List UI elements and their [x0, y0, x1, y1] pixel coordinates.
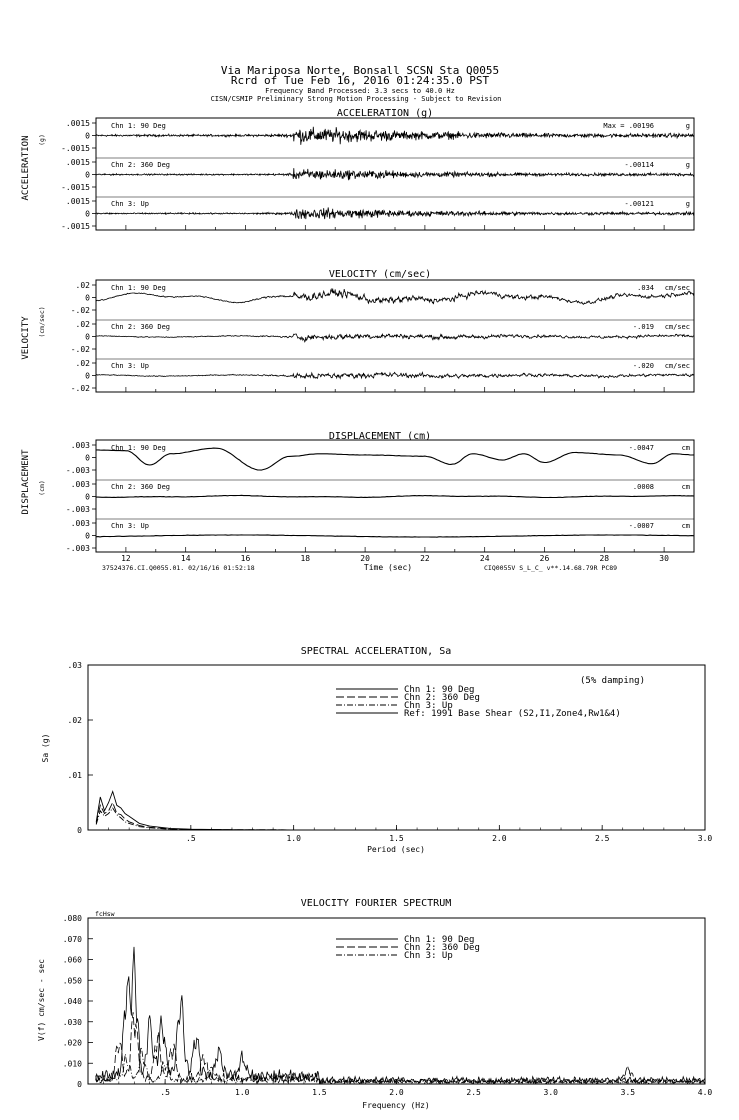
acc-y-tick-label: 0	[85, 131, 90, 141]
dis-y-tick-label: -.003	[65, 544, 90, 553]
spectral-x-tick-label: .5	[186, 834, 196, 843]
acc-y-tick-label: 0	[85, 209, 90, 219]
dis-y-tick-label: .003	[70, 519, 90, 528]
header-line-2: Rcrd of Tue Feb 16, 2016 01:24:35.0 PST	[230, 74, 490, 87]
dis-y-tick-label: 0	[85, 492, 90, 502]
header-line-4: CISN/CSMIP Preliminary Strong Motion Processing - Subject to Revision	[210, 95, 502, 103]
acc-channel-peak: -.00121	[624, 200, 654, 208]
acc-channel-label: Chn 1: 90 Deg	[111, 122, 166, 130]
spectral-legend-label-4: Ref: 1991 Base Shear (S2,I1,Zone4,Rw1&4)	[404, 709, 621, 719]
vel-channel-units: cm/sec	[664, 323, 690, 331]
dis-channel-peak: .0008	[632, 483, 654, 491]
time-axis-label: Time (sec)	[363, 563, 413, 572]
velocity-ylabel-units: (cm/sec)	[38, 306, 46, 338]
vel-channel-peak: .034	[637, 284, 654, 292]
acc-y-tick-label: .0015	[65, 119, 90, 128]
velocity-ylabel: VELOCITY	[21, 316, 31, 360]
spectral-group	[41, 646, 712, 854]
acc-trace-3	[96, 207, 694, 219]
spectral-y-tick-label: .03	[67, 661, 82, 670]
fourier-y-tick-label: .080	[62, 914, 82, 923]
fourier-group	[37, 898, 712, 1110]
dis-y-tick-label: -.003	[65, 466, 90, 475]
dis-channel-label: Chn 3: Up	[111, 522, 149, 530]
dis-channel-units: cm	[681, 522, 690, 530]
fourier-y-tick-label: .040	[62, 997, 82, 1006]
displacement-ylabel: DISPLACEMENT	[21, 449, 31, 515]
spectral-legend-label-1: Chn 1: 90 Deg	[404, 685, 475, 695]
spectral-x-tick-label: 1.0	[286, 834, 301, 843]
dis-channel-peak: -.0047	[628, 444, 654, 452]
spectral-title: SPECTRAL ACCELERATION, Sa	[300, 646, 452, 657]
acc-channel-peak: Max = .00196	[603, 122, 654, 130]
fourier-x-tick-label: 1.0	[235, 1088, 250, 1097]
dis-y-tick-label: 0	[85, 531, 90, 541]
acc-y-tick-label: 0	[85, 170, 90, 180]
acc-y-tick-label: .0015	[65, 158, 90, 167]
dis-channel-label: Chn 2: 360 Deg	[111, 483, 171, 491]
time-tick-label: 14	[180, 554, 191, 563]
vel-trace-1	[96, 289, 694, 305]
velocity-group	[21, 269, 694, 393]
fourier-legend-label-2: Chn 2: 360 Deg	[404, 943, 480, 953]
fourier-xlabel: Frequency (Hz)	[362, 1101, 430, 1110]
fourier-legend	[336, 935, 480, 961]
velocity-title: VELOCITY (cm/sec)	[328, 269, 432, 280]
acc-trace-2	[96, 168, 694, 180]
vel-channel-units: cm/sec	[664, 362, 690, 370]
acceleration-ylabel-units: (g)	[38, 134, 46, 146]
fourier-x-tick-label: 2.0	[389, 1088, 404, 1097]
fourier-y-tick-label: .060	[62, 955, 82, 965]
fourier-y-tick-label: .030	[62, 1017, 82, 1027]
time-tick-label: 28	[599, 554, 610, 563]
footer-right: CIQ0055V S_L_C_ v**.14.68.79R PC89	[484, 564, 618, 572]
acc-channel-label: Chn 3: Up	[111, 200, 149, 208]
fourier-y-tick-label: 0	[77, 1080, 82, 1089]
spectral-x-tick-label: 2.0	[492, 834, 507, 843]
spectral-series-1	[96, 792, 705, 831]
acc-channel-units: g	[685, 122, 690, 130]
spectral-frame	[88, 665, 705, 830]
vel-y-tick-label: .02	[75, 320, 90, 329]
vel-channel-label: Chn 2: 360 Deg	[111, 323, 171, 331]
vel-y-tick-label: 0	[85, 293, 90, 303]
fourier-x-tick-label: 1.5	[312, 1088, 327, 1097]
dis-trace-1	[96, 448, 694, 470]
vel-trace-3	[96, 372, 694, 378]
spectral-legend	[336, 685, 621, 719]
spectral-x-tick-label: 2.5	[594, 834, 610, 843]
time-tick-label: 12	[121, 554, 131, 563]
spectral-x-tick-label: 1.5	[389, 834, 404, 843]
spectral-series-2	[96, 803, 705, 831]
time-tick-label: 22	[420, 554, 430, 563]
fourier-y-tick-label: .070	[62, 934, 82, 944]
displacement-group	[21, 431, 694, 572]
displacement-ylabel-units: (cm)	[38, 480, 46, 496]
acc-y-tick-label: -.0015	[61, 183, 90, 192]
time-tick-label: 30	[659, 554, 669, 563]
vel-channel-label: Chn 3: Up	[111, 362, 149, 370]
fourier-legend-label-3: Chn 3: Up	[404, 951, 453, 961]
spectral-y-tick-label: 0	[77, 826, 82, 835]
fourier-series-2	[96, 1012, 705, 1083]
fourier-x-tick-label: 2.5	[466, 1088, 481, 1097]
spectral-legend-label-2: Chn 2: 360 Deg	[404, 693, 480, 703]
dis-y-tick-label: -.003	[65, 505, 90, 514]
vel-channel-label: Chn 1: 90 Deg	[111, 284, 166, 292]
vel-y-tick-label: -.02	[70, 345, 90, 354]
time-tick-label: 16	[240, 554, 251, 563]
acc-channel-peak: -.00114	[624, 161, 654, 169]
spectral-ylabel: Sa (g)	[41, 733, 50, 763]
spectral-xlabel: Period (sec)	[367, 845, 425, 854]
time-tick-label: 24	[479, 554, 490, 563]
fourier-x-tick-label: 3.0	[543, 1088, 558, 1097]
dis-channel-peak: -.0007	[628, 522, 654, 530]
vel-y-tick-label: .02	[75, 359, 90, 368]
acc-channel-units: g	[685, 161, 690, 169]
spectral-y-tick-label: .01	[67, 771, 82, 780]
vel-y-tick-label: 0	[85, 371, 90, 381]
vel-channel-peak: -.020	[632, 362, 654, 370]
fourier-y-tick-label: .050	[62, 976, 82, 986]
vel-y-tick-label: -.02	[70, 384, 90, 393]
dis-trace-2	[96, 495, 694, 497]
fourier-ylabel: V(f) cm/sec - sec	[37, 959, 46, 1041]
acceleration-ylabel: ACCELERATION	[21, 135, 31, 201]
time-tick-label: 18	[300, 554, 311, 563]
vel-y-tick-label: 0	[85, 332, 90, 342]
vel-y-tick-label: -.02	[70, 306, 90, 315]
vel-channel-units: cm/sec	[664, 284, 690, 292]
acc-channel-label: Chn 2: 360 Deg	[111, 161, 171, 169]
acc-channel-units: g	[685, 200, 690, 208]
fourier-y-tick-label: .020	[62, 1038, 82, 1048]
dis-trace-3	[96, 535, 694, 537]
time-tick-label: 20	[360, 554, 370, 563]
time-tick-label: 26	[539, 554, 550, 563]
spectral-x-tick-label: 3.0	[697, 834, 713, 843]
fourier-series-1	[96, 947, 705, 1083]
spectral-legend-label-3: Chn 3: Up	[404, 701, 453, 711]
acc-y-tick-label: .0015	[65, 197, 90, 206]
fourier-x-tick-label: 4.0	[697, 1088, 713, 1097]
footer-left: 37524376.CI.Q0055.01. 02/16/16 01:52:18	[102, 564, 255, 572]
acceleration-group	[21, 108, 694, 231]
acceleration-title: ACCELERATION (g)	[336, 108, 434, 119]
vel-y-tick-label: .02	[75, 281, 90, 290]
header-line-3: Frequency Band Processed: 3.3 secs to 40.0 Hz	[265, 87, 455, 95]
dis-channel-units: cm	[681, 444, 690, 452]
spectral-series-3	[96, 808, 705, 830]
acc-y-tick-label: -.0015	[61, 144, 90, 153]
vel-trace-2	[96, 334, 694, 342]
spectral-y-tick-label: .02	[67, 716, 82, 725]
acc-y-tick-label: -.0015	[61, 222, 90, 231]
dis-y-tick-label: .003	[70, 441, 90, 450]
fourier-frame	[88, 918, 705, 1084]
dis-channel-units: cm	[681, 483, 690, 491]
fourier-corner-label: fcHsw	[95, 910, 115, 918]
header-line-1: Via Mariposa Norte, Bonsall SCSN Sta Q0055	[220, 64, 500, 77]
spectral-damping: (5% damping)	[580, 676, 646, 686]
dis-y-tick-label: 0	[85, 453, 90, 463]
fourier-x-tick-label: .5	[160, 1088, 170, 1097]
fourier-legend-label-1: Chn 1: 90 Deg	[404, 935, 475, 945]
dis-channel-label: Chn 1: 90 Deg	[111, 444, 166, 452]
displacement-title: DISPLACEMENT (cm)	[328, 431, 432, 442]
vel-channel-peak: -.019	[632, 323, 654, 331]
fourier-x-tick-label: 3.5	[620, 1088, 636, 1097]
dis-y-tick-label: .003	[70, 480, 90, 489]
fourier-title: VELOCITY FOURIER SPECTRUM	[300, 898, 452, 909]
fourier-y-tick-label: .010	[62, 1059, 82, 1069]
